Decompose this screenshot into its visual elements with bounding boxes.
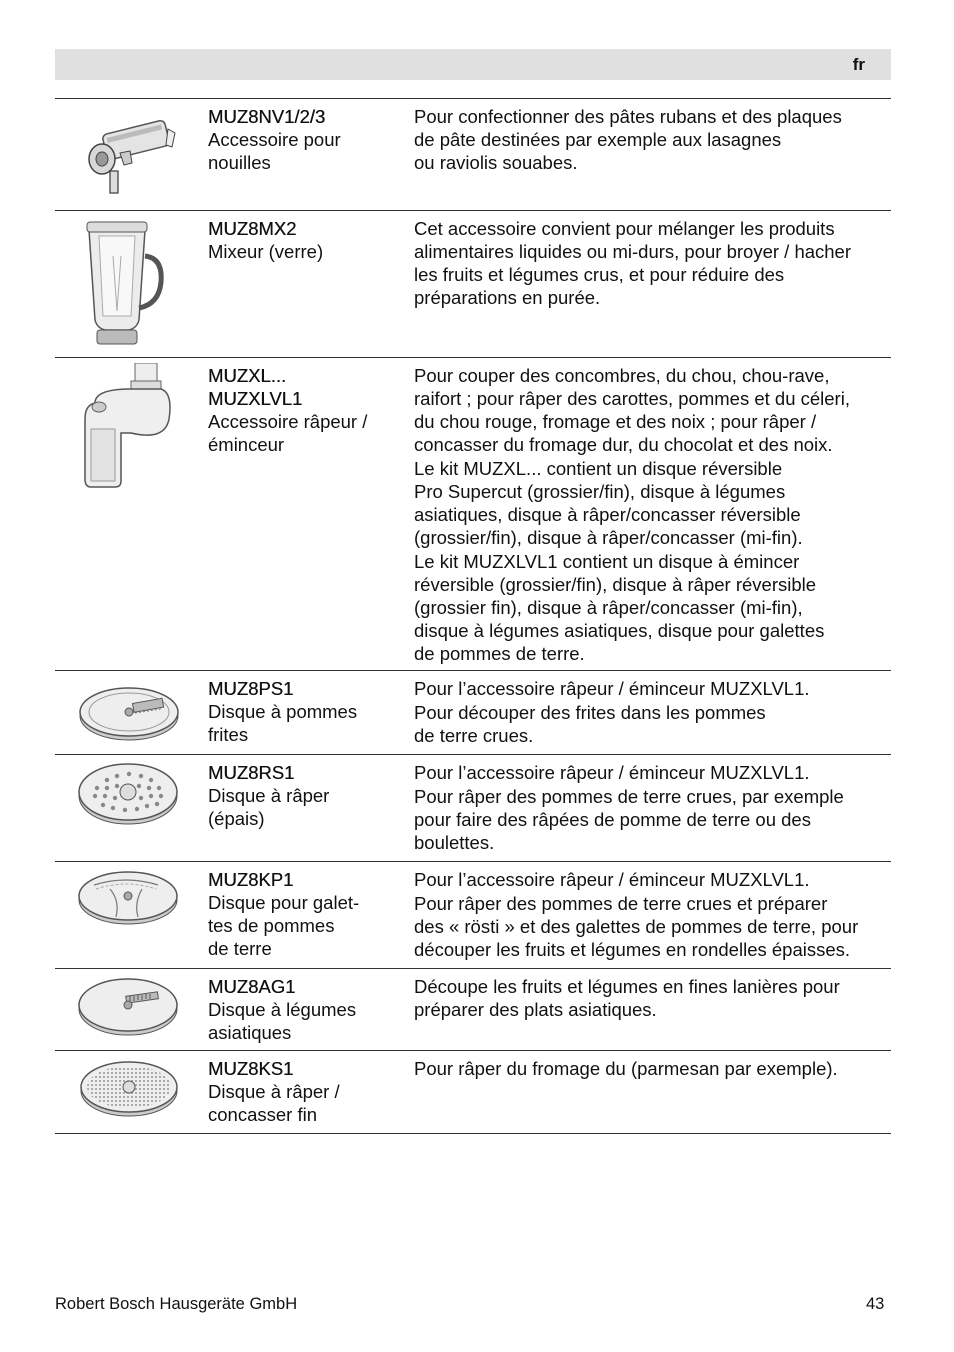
description: Le kit MUZXLVL1 contient un disque à émincer réversible (grossier/fin), disque à râper réversible (grossier fin), disque à râper/concasser (mi-fin), disque à légumes asiatiques, disque pour galettes de pommes de terre. (414, 551, 825, 664)
model-code: MUZ8PS1 (208, 678, 294, 699)
accessory-name: Mixeur (verre) (208, 241, 324, 262)
accessory-name: Disque pour galet- tes de pommes de terre (208, 892, 360, 959)
header-bar (55, 49, 891, 80)
table-row (55, 211, 891, 358)
model-code: MUZ8KP1 (208, 869, 294, 890)
blender-jug-icon (55, 211, 205, 357)
footer-company: Robert Bosch Hausgeräte GmbH (55, 1295, 298, 1313)
accessory-name: Accessoire pour nouilles (208, 129, 341, 173)
description: Découpe les fruits et légumes en fines lanières pour préparer des plats asiatiques. (414, 976, 840, 1020)
potato-pancake-disc-icon (55, 862, 205, 968)
grating-disc-coarse-icon (55, 755, 205, 861)
description: Pour l’accessoire râpeur / éminceur MUZXLVL1. (414, 762, 810, 783)
model-code: MUZ8KS1 (208, 1058, 294, 1079)
slicer-shredder-icon (55, 358, 205, 670)
model-code: MUZ8MX2 (208, 218, 297, 239)
description: Pour râper des pommes de terre crues, par exemple pour faire des râpées de pomme de terre ou des boulettes. (414, 786, 844, 853)
description: Le kit MUZXL... contient un disque réversible Pro Supercut (grossier/fin), disque à légumes asiatiques, disque à râper/concasser réversible (grossier/fin), disque à râper/concasser (mi-fin). (414, 458, 803, 548)
language-label: fr (852, 55, 865, 74)
description: Cet accessoire convient pour mélanger les produits alimentaires liquides ou mi-durs, pour broyer / hacher les fruits et légumes crus, et pour réduire des préparations en purée. (414, 218, 852, 308)
description: Pour confectionner des pâtes rubans et des plaques de pâte destinées par exemple aux lasagnes ou raviolis souabes. (414, 106, 842, 173)
model-code: MUZXL... MUZXLVL1 (208, 365, 303, 409)
model-code: MUZ8NV1/2/3 (208, 106, 326, 127)
description: Pour râper du fromage du (parmesan par exemple). (414, 1058, 838, 1079)
asian-vegetable-disc-icon (55, 969, 205, 1050)
description: Pour découper des frites dans les pommes de terre crues. (414, 702, 766, 746)
table-row (55, 99, 891, 211)
model-code: MUZ8AG1 (208, 976, 296, 997)
fries-disc-icon (55, 671, 205, 754)
pasta-attachment-icon (55, 99, 205, 210)
description: Pour l’accessoire râpeur / éminceur MUZXLVL1. (414, 678, 810, 699)
accessory-name: Accessoire râpeur / éminceur (208, 411, 368, 455)
table-row (55, 755, 891, 862)
fine-grating-disc-icon (55, 1051, 205, 1133)
accessory-name: Disque à râper / concasser fin (208, 1081, 340, 1125)
table-row (55, 969, 891, 1051)
description: Pour couper des concombres, du chou, chou-rave, raifort ; pour râper des carottes, pommes et du céleri, du chou rouge, fromage et des noix ; pour râper / concasser du fromage dur, du chocolat et des noix. (414, 365, 850, 455)
page-number: 43 (866, 1295, 885, 1313)
accessory-name: Disque à râper (épais) (208, 785, 330, 829)
table-row (55, 671, 891, 755)
description: Pour l’accessoire râpeur / éminceur MUZXLVL1. (414, 869, 810, 890)
table-row (55, 862, 891, 969)
model-code: MUZ8RS1 (208, 762, 295, 783)
accessories-table (55, 98, 891, 1134)
table-row (55, 1051, 891, 1134)
accessory-name: Disque à pommes frites (208, 701, 358, 745)
table-row (55, 358, 891, 671)
description: Pour râper des pommes de terre crues et préparer des « rösti » et des galettes de pommes de terre, pour découper les fruits et légumes en rondelles épaisses. (414, 893, 859, 960)
accessory-name: Disque à légumes asiatiques (208, 999, 357, 1043)
